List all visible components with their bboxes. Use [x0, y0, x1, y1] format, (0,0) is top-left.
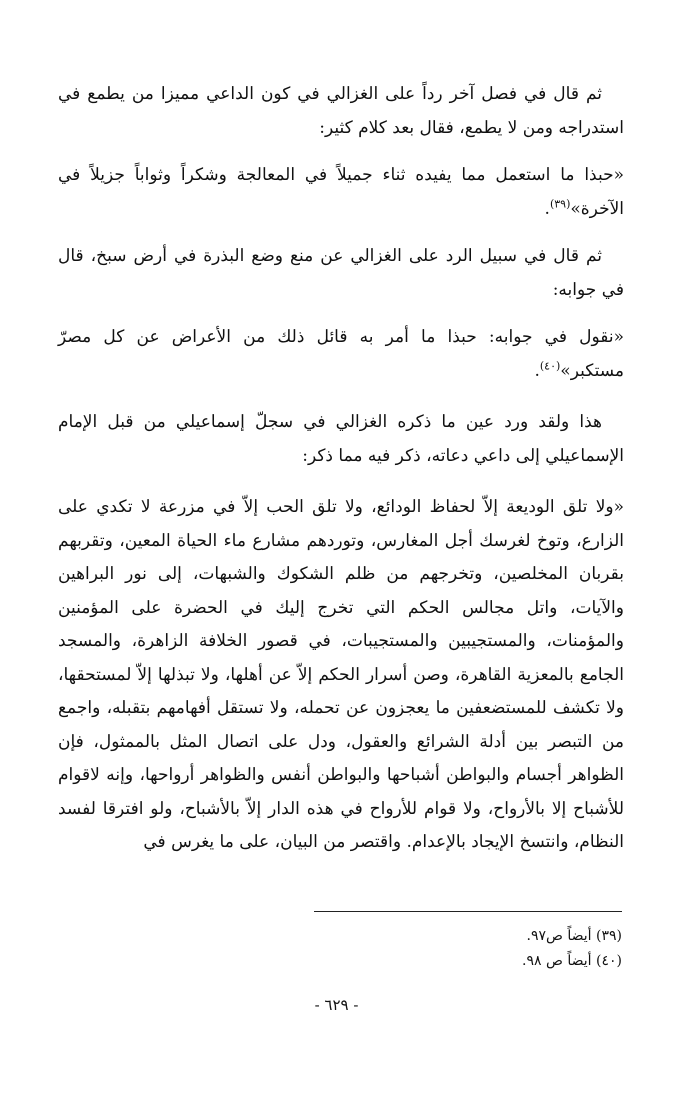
footnote-ref-40: (٤٠)	[539, 358, 561, 372]
page-number: - ٦٢٩ -	[314, 996, 359, 1014]
quote-2-end: .	[534, 360, 540, 381]
main-text	[58, 78, 624, 860]
quote-2-text: «نقول في جوابه: حبذا ما أمر به قائل ذلك من الأعراض عن كل مصرّ مستكبر»	[58, 327, 624, 381]
quote-3: «ولا تلق الوديعة إلاّ لحفاظ الودائع، ولا تلق الحب إلاّ في مزرعة لا تكدي على الزارع، وتوخ لغرسك أجل المغارس، وتوردهم مشارع ماء الحياة المعين، وتقربهم بقربان المخلصين، وتخرجهم من ظلم الشكوك والشبهات، إلى نور البراهين والآيات، واتل مجالس الحكم التي تخرج إليك في الحضرة على المؤمنين والمؤمنات، والمستجيبين والمستجيبات، في قصور الخلافة الزاهرة، والمسجد الجامع بالمعزية القاهرة، وصن أسرار الحكم إلاّ عن أهلها، ولا تبذلها إلاّ لمستحقها، ولا تكشف للمستضعفين ما يعجزون عن تحمله، ولا تستقل أفهامهم بتقبله، واجمع من التبصر بين أدلة الشرائع والعقول، ودل على اتصال المثل بالممثول، فإن الظواهر أجسام والبواطن أشباحها والبواطن أنفس والظواهر أرواحها، وإنه لاقوام للأشباح إلا بالأرواح، ولا قوام للأرواح في هذه الدار إلاّ بالأشباح، ولو افترقا لفسد النظام، وانتسخ الإيجاد بالإعدام. واقتصر من البيان، على ما يغرس في	[58, 497, 624, 852]
quote-2	[58, 321, 624, 388]
paragraph-intro: ثم قال في فصل آخر رداً على الغزالي في كون الداعي مميزا من يطمع في استدراجه ومن لا يطمع، فقال بعد كلام كثير:	[58, 84, 624, 138]
footnotes	[300, 924, 622, 974]
footnote-39: (٣٩) أيضاً ص٩٧.	[526, 928, 622, 944]
footnote-ref-39: (٣٩)	[549, 196, 571, 210]
paragraph-reply: ثم قال في سبيل الرد على الغزالي عن منع وضع البذرة في أرض سبخ، قال في جوابه:	[58, 246, 624, 300]
footnote-40: (٤٠) أيضاً ص ٩٨.	[522, 953, 622, 969]
paragraph-sijill: هذا ولقد ورد عين ما ذكره الغزالي في سجلّ إسماعيلي من قبل الإمام الإسماعيلي إلى داعي دعاته، ذكر فيه مما ذكر:	[58, 412, 624, 466]
quote-1-end: .	[544, 198, 550, 219]
footnote-divider	[314, 911, 622, 912]
quote-1-text: «حبذا ما استعمل مما يفيده ثناء جميلاً في المعالجة وشكراً وثواباً جزيلاً في الآخرة»	[58, 165, 624, 219]
quote-1	[58, 159, 624, 226]
